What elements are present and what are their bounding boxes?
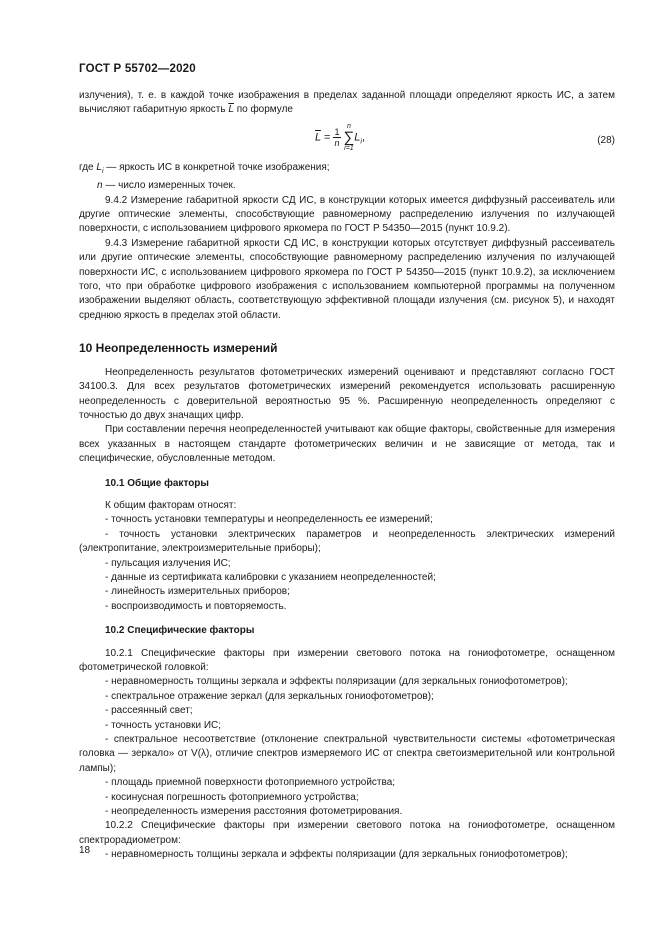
list-item: - линейность измерительных приборов;	[105, 586, 290, 598]
where-symbol-l-sub: i	[101, 167, 104, 175]
sum-lower-limit: i=1	[344, 144, 354, 152]
list-item: - точность установки температуры и неопределенность ее измерений;	[105, 514, 433, 526]
formula-28	[79, 122, 615, 158]
sum-upper-limit: n	[346, 122, 351, 130]
list-item: - данные из сертификата калибровки с указанием неопределенностей;	[105, 571, 436, 583]
intro-text: излучения), т. е. в каждой точке изображения в пределах заданной площади определяют яркость ИС, а затем вычисляют габаритную яркость	[79, 90, 615, 116]
where-line-2	[79, 179, 615, 193]
formula-term: L	[354, 131, 361, 144]
list-item-spectral-mismatch: - спектральное несоответствие (отклонение спектральной чувствительности системы «фотометрическая головка — зеркало» от V(λ), отличие спектров измеряемого ИС от спектра светоизмерительной или контрольной лампы);	[79, 734, 615, 774]
formula-eq: =	[323, 131, 331, 144]
list-item: - неравномерность толщины зеркала и эффекты поляризации (для зеркальных гониофотометров);	[105, 676, 568, 688]
section-10-paragraph-2: При составлении перечня неопределенностей учитывают как общие факторы, свойственные для измерения всех указанных в настоящем стандарте фотометрических величин и не зависящие от метода, так и специфические, обусловленные методом.	[79, 424, 615, 465]
list-item: - пульсация излучения ИС;	[105, 557, 231, 569]
page-body	[79, 89, 615, 863]
list-item: - неравномерность толщины зеркала и эффекты поляризации (для зеркальных гониофотометров);	[105, 849, 568, 861]
section-10-2-heading: 10.2 Специфические факторы	[105, 625, 255, 637]
paragraph-9-4-2: 9.4.2 Измерение габаритной яркости СД ИС, в конструкции которых имеется диффузный рассеиватель или другие оптические элементы, способствующие равномерному распределению излучения по излучающей поверхности, с использованием цифрового яркомера по ГОСТ Р 54350—2015 (пункт 10.9.2).	[79, 194, 615, 235]
list-item: - косинусная погрешность фотоприемного устройства;	[105, 791, 359, 803]
paragraph-9-4-3: 9.4.3 Измерение габаритной яркости СД ИС, в конструкции которых отсутствует диффузный рассеиватель или другие оптические элементы, способствующие равномерному распределению излучения по излучающей поверхности ИС, с использованием цифрового яркомера по ГОСТ Р 54350—2015 (пункт 10.9.2), за исключением того, что при обработке цифрового изображения с использованием компьютерной программы на полученном изображении выделяют область, соответствующую эффективной площади излучения (см. рисунок 5), и находят среднюю яркость в пределах этой области.	[79, 237, 615, 321]
paragraph-10-2-2: 10.2.2 Специфические факторы при измерении светового потока на гониофотометре, оснащенном спектрорадиометром:	[79, 820, 615, 846]
list-item: - точность установки электрических параметров и неопределенность электрических измерений (электропитание, электроизмерительные приборы);	[79, 528, 615, 555]
where-line-1	[79, 161, 615, 179]
intro-tail: по формуле	[236, 104, 293, 116]
section-10-paragraph-1: Неопределенность результатов фотометрических измерений оценивают и представляют согласно ГОСТ 34100.3. Для всех результатов фотометрических измерений рекомендуется использовать расширенную неопределенность с доверительной вероятностью 95 %. Расширенную неопределенность определяют с точностью до двух значащих цифр.	[79, 366, 615, 421]
fraction-denominator: n	[334, 137, 340, 148]
list-item: - точность установки ИС;	[105, 719, 222, 731]
where-text-1: — яркость ИС в конкретной точке изображения;	[106, 161, 330, 173]
section-10-1-heading: 10.1 Общие факторы	[105, 477, 209, 489]
page-header: ГОСТ Р 55702—2020	[79, 63, 196, 75]
where-symbol-n: n	[97, 180, 103, 192]
formula-fraction	[333, 127, 340, 148]
page-number: 18	[79, 845, 91, 856]
formula-number: (28)	[597, 134, 615, 146]
list-item: - площадь приемной поверхности фотоприемного устройства;	[105, 777, 396, 789]
paragraph-10-2-1: 10.2.1 Специфические факторы при измерении светового потока на гониофотометре, оснащенном фотометрической головкой:	[79, 647, 615, 673]
list-item: - неопределенность измерения расстояния фотометрирования.	[105, 806, 403, 818]
where-prefix: где	[79, 161, 94, 173]
sum-sigma-icon: ∑	[343, 128, 355, 146]
formula-term-sub: i	[360, 138, 362, 146]
where-text-2: — число измеренных точек.	[105, 180, 236, 192]
intro-symbol: $\overline{L}$	[228, 104, 234, 116]
formula-lhs: $\overline{L}$	[315, 131, 321, 144]
list-item: - рассеянный свет;	[105, 705, 193, 717]
intro-paragraph	[79, 89, 615, 118]
list-item: - воспроизводимость и повторяемость.	[105, 600, 287, 612]
formula-sum	[344, 122, 355, 153]
formula-expression	[315, 122, 365, 153]
section-10-heading: 10 Неопределенность измерений	[79, 341, 278, 356]
formula-end: ,	[361, 131, 366, 144]
list-item: - спектральное отражение зеркал (для зеркальных гониофотометров);	[105, 690, 434, 702]
where-symbol-l: L	[96, 161, 102, 173]
fraction-numerator: 1	[334, 126, 340, 137]
section-10-1-lead: К общим факторам относят:	[105, 499, 237, 511]
